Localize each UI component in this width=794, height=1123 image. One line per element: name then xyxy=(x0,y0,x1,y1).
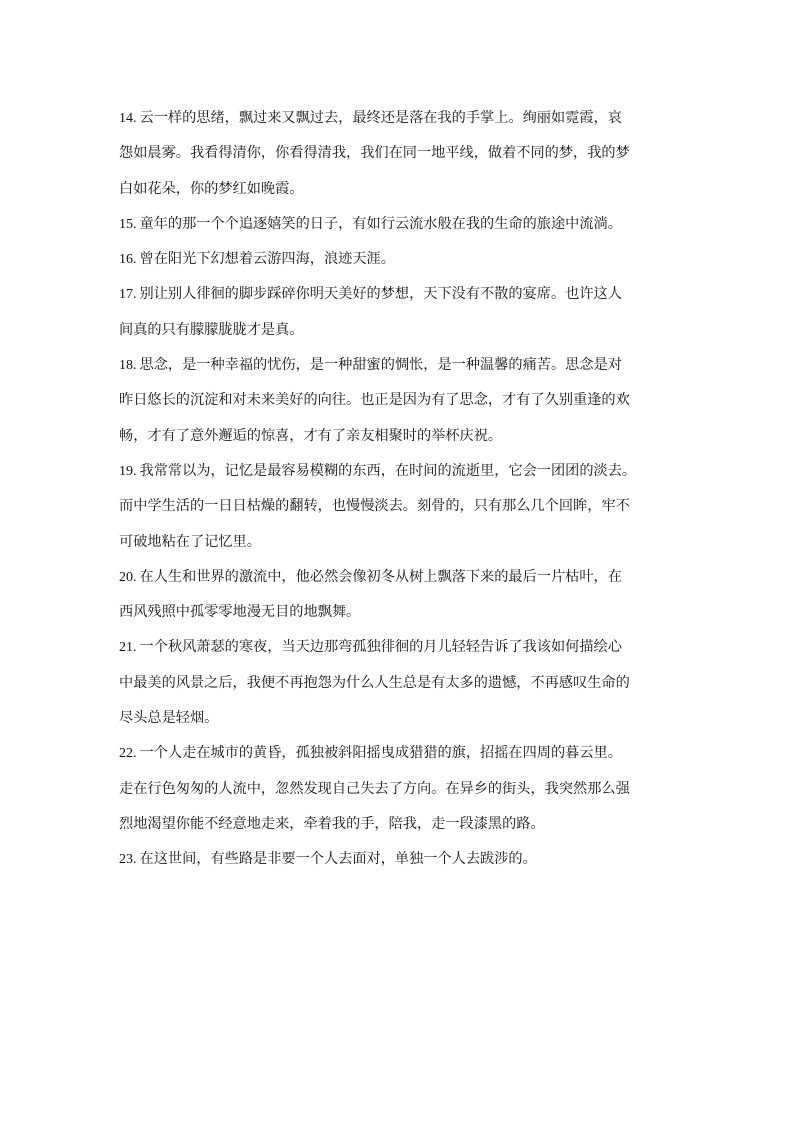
line-text: 一个秋风萧瑟的寒夜，当天边那弯孤独徘徊的月儿轻轻告诉了我该如何描绘心 xyxy=(139,639,622,656)
line-text: 思念，是一种幸福的忧伤，是一种甜蜜的惆怅，是一种温馨的痛苦。思念是对 xyxy=(139,357,622,374)
line-text: 曾在阳光下幻想着云游四海，浪迹天涯。 xyxy=(139,251,395,268)
text-line xyxy=(119,736,685,771)
line-text: 可破地粘在了记忆里。 xyxy=(119,533,261,550)
line-text: 别让别人徘徊的脚步踩碎你明天美好的梦想，天下没有不散的宴席。也许这人 xyxy=(139,286,622,303)
line-text: 间真的只有朦朦胧胧才是真。 xyxy=(119,321,304,338)
text-line xyxy=(119,277,685,312)
line-text: 烈地渴望你能不经意地走来，牵着我的手，陪我，走一段漆黑的路。 xyxy=(119,815,545,832)
line-text: 走在行色匆匆的人流中，忽然发现自己失去了方向。在异乡的街头，我突然那么强 xyxy=(119,780,630,797)
item-number: 16. xyxy=(119,252,137,268)
text-line xyxy=(119,383,685,418)
text-line xyxy=(119,525,685,560)
text-line xyxy=(119,666,685,701)
text-line xyxy=(119,454,685,489)
text-line xyxy=(119,772,685,807)
line-text: 而中学生活的一日日枯燥的翻转，也慢慢淡去。刻骨的，只有那么几个回眸，牢不 xyxy=(119,498,630,515)
line-text: 西风残照中孤零零地漫无目的地飘舞。 xyxy=(119,604,361,621)
line-text: 我常常以为，记忆是最容易模糊的东西，在时间的流逝里，它会一团团的淡去。 xyxy=(139,462,637,479)
text-line xyxy=(119,630,685,665)
line-text: 童年的那一个个追逐嬉笑的日子，有如行云流水般在我的生命的旅途中流淌。 xyxy=(139,215,622,232)
item-number: 18. xyxy=(119,358,137,374)
item-number: 20. xyxy=(119,569,137,585)
line-text: 白如花朵，你的梦红如晚霞。 xyxy=(119,180,304,197)
item-number: 14. xyxy=(119,111,137,126)
line-text: 昨日悠长的沉淀和对未来美好的向往。也正是因为有了思念，才有了久别重逢的欢 xyxy=(119,392,630,409)
item-number: 19. xyxy=(119,463,137,479)
text-line xyxy=(119,313,685,348)
item-number: 21. xyxy=(119,640,137,656)
line-text: 一个人走在城市的黄昏，孤独被斜阳摇曳成猎猎的旗，招摇在四周的暮云里。 xyxy=(139,745,622,762)
text-line xyxy=(119,701,685,736)
line-text: 在人生和世界的激流中，他必然会像初冬从树上飘落下来的最后一片枯叶，在 xyxy=(139,568,622,585)
text-line xyxy=(119,172,685,207)
text-line xyxy=(119,560,685,595)
item-number: 15. xyxy=(119,216,137,232)
text-line xyxy=(119,101,685,136)
line-text: 云一样的思绪，飘过来又飘过去，最终还是落在我的手掌上。绚丽如霓霞，哀 xyxy=(139,110,622,126)
line-text: 在这世间，有些路是非要一个人去面对，单独一个人去跋涉的。 xyxy=(139,851,537,868)
line-text: 中最美的风景之后，我便不再抱怨为什么人生总是有太多的遗憾，不再感叹生命的 xyxy=(119,674,630,691)
text-line xyxy=(119,419,685,454)
item-number: 17. xyxy=(119,287,137,303)
item-number: 23. xyxy=(119,852,137,868)
document-body xyxy=(119,101,685,878)
line-text: 畅，才有了意外邂逅的惊喜，才有了亲友相聚时的举杯庆祝。 xyxy=(119,427,503,444)
item-number: 22. xyxy=(119,746,137,762)
text-line xyxy=(119,207,685,242)
text-line xyxy=(119,348,685,383)
text-line xyxy=(119,136,685,171)
line-text: 怨如晨雾。我看得清你，你看得清我，我们在同一地平线，做着不同的梦，我的梦 xyxy=(119,145,630,162)
text-line xyxy=(119,595,685,630)
text-line xyxy=(119,242,685,277)
line-text: 尽头总是轻烟。 xyxy=(119,710,219,727)
text-line xyxy=(119,489,685,524)
text-line xyxy=(119,842,685,877)
text-line xyxy=(119,807,685,842)
